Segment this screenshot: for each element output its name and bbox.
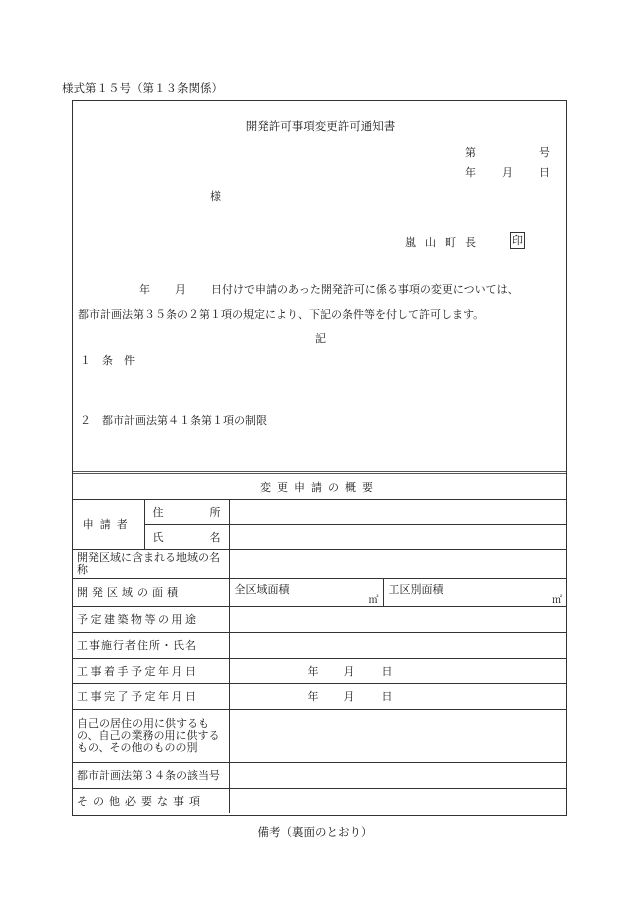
start-day: 日	[381, 664, 393, 678]
issuer-name: 嵐山町長	[405, 236, 485, 249]
date-day-label: 日	[539, 166, 550, 179]
body-month: 月	[175, 283, 186, 296]
body-year: 年	[139, 283, 150, 296]
start-year: 年	[307, 664, 319, 678]
article34-label: 都市計画法第３４条の該当号	[73, 762, 229, 788]
notice-frame	[72, 100, 567, 816]
name-label: 氏名	[144, 524, 229, 549]
addressee-suffix: 様	[210, 190, 221, 203]
total-area-unit: ㎡	[368, 594, 379, 606]
end-month: 月	[343, 690, 355, 703]
name-value[interactable]	[229, 524, 566, 549]
summary-table	[73, 476, 566, 813]
use-category-value[interactable]	[229, 709, 566, 762]
section-area-unit: ㎡	[552, 594, 562, 606]
start-month: 月	[343, 664, 355, 678]
number-suffix: 号	[539, 146, 550, 159]
section-divider	[73, 471, 566, 474]
total-area-label: 全区域面積	[234, 582, 290, 596]
date-year-label: 年	[465, 166, 476, 179]
other-label: その他必要な事項	[73, 788, 229, 813]
area-label: 開発区域の面積	[73, 578, 229, 606]
limit-heading: ２ 都市計画法第４１条第１項の制限	[80, 414, 267, 427]
end-year: 年	[307, 690, 319, 703]
contractor-value[interactable]	[229, 632, 566, 658]
number-label: 第	[465, 146, 476, 159]
seal-mark: 印	[512, 234, 523, 247]
condition-heading: １ 条 件	[80, 354, 135, 367]
start-date-value[interactable]	[229, 658, 566, 683]
applicant-label: 申請者	[73, 499, 144, 549]
article34-value[interactable]	[229, 762, 566, 788]
end-date-value[interactable]	[229, 683, 566, 709]
date-month-label: 月	[502, 166, 513, 179]
footer-note: 備考（裏面のとおり）	[257, 825, 373, 839]
total-area-cell[interactable]	[229, 578, 383, 606]
section-area-cell[interactable]	[383, 578, 566, 606]
section-area-label: 工区別面積	[388, 582, 444, 596]
address-value[interactable]	[229, 499, 566, 524]
notice-title: 開発許可事項変更許可通知書	[245, 119, 396, 133]
start-date-label: 工事着手予定年月日	[73, 658, 229, 683]
body-line-2: 都市計画法第３５条の２第１項の規定により、下記の条件等を付して許可します。	[78, 308, 485, 321]
ki-heading: 記	[315, 332, 326, 345]
region-name-label: 開発区域に含まれる地域の名称	[73, 549, 229, 578]
end-date-label: 工事完了予定年月日	[73, 683, 229, 709]
building-use-value[interactable]	[229, 606, 566, 632]
region-name-value[interactable]	[229, 549, 566, 578]
end-day: 日	[381, 690, 393, 703]
address-label: 住所	[144, 499, 229, 524]
summary-title: 変更申請の概要	[73, 476, 566, 499]
contractor-label: 工事施行者住所・氏名	[73, 632, 229, 658]
building-use-label: 予定建築物等の用途	[73, 606, 229, 632]
use-category-label: 自己の居住の用に供するもの、自己の業務の用に供するもの、その他のものの別	[73, 709, 229, 762]
body-line-1-text: 日付けで申請のあった開発許可に係る事項の変更については、	[211, 283, 519, 296]
other-value[interactable]	[229, 788, 566, 813]
form-number: 様式第１５号（第１３条関係）	[62, 81, 223, 95]
